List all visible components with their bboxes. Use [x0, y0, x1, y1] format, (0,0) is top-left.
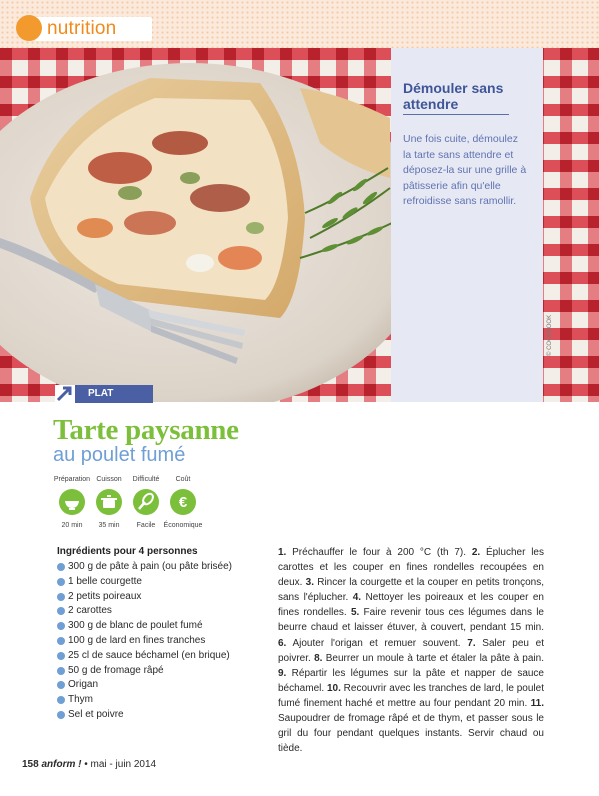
- info-label: Cuisson: [96, 476, 122, 483]
- ingredient-item: Sel et poivre: [57, 708, 257, 723]
- step-text: Saupoudrer de fromage râpé et de thym, et passer sous le gril du four pendant quelques instants. Servir chaud ou tiède.: [278, 713, 544, 755]
- step-number: 7.: [467, 637, 476, 649]
- step-text: Saler peu et poivrer.: [278, 637, 544, 664]
- step-number: 9.: [278, 667, 287, 679]
- issue-date: • mai - juin 2014: [84, 759, 157, 770]
- info-value: 35 min: [98, 522, 120, 529]
- arrow-icon: [55, 385, 75, 403]
- step-number: 3.: [305, 577, 315, 589]
- step-number: 10.: [326, 682, 341, 694]
- recipe-steps: [278, 545, 544, 756]
- step-text: Beurrer un moule à tarte et étaler la pâte à pain.: [325, 652, 544, 664]
- page-number: 158: [22, 759, 39, 770]
- step-number: 4.: [352, 592, 362, 604]
- step-text: Ajouter l'origan et remuer souvent.: [292, 637, 461, 649]
- ingredient-item: 300 g de pâte à pain (ou pâte brisée): [57, 560, 257, 575]
- info-value: Facile: [136, 522, 156, 529]
- photo-credit: © COOKBOOK: [547, 314, 553, 356]
- step-number: 2.: [471, 547, 481, 558]
- step-text: Préchauffer le four à 200 °C (th 7).: [292, 547, 467, 558]
- ingredient-item: 2 petits poireaux: [57, 590, 257, 605]
- section-header: [0, 0, 599, 48]
- step-number: 1.: [278, 547, 287, 558]
- tip-divider: [403, 114, 509, 115]
- ingredient-item: 100 g de lard en fines tranches: [57, 634, 257, 649]
- step-text: Faire revenir tous ces légumes dans le beurre chaud et laisser étuver, à couvert, pendant 15 min.: [278, 607, 544, 634]
- section-bullet-icon: [16, 15, 42, 41]
- euro-icon: [170, 489, 196, 515]
- ingredient-item: 2 carottes: [57, 604, 257, 619]
- info-label: Coût: [175, 476, 191, 483]
- section-label: nutrition: [35, 17, 152, 41]
- ingredients-list: [57, 560, 257, 723]
- step-text: Recouvrir avec les tranches de lard, le poulet fumé finement haché et mettre au four pendant 20 min.: [278, 682, 544, 709]
- svg-text:€: €: [178, 494, 188, 511]
- step-number: 11.: [530, 697, 544, 709]
- category-label: PLAT: [88, 388, 114, 399]
- step-text: Rincer la courgette et la couper en petits tronçons, sans l'éplucher.: [278, 577, 545, 604]
- step-text: Éplucher les carottes et les couper en fines rondelles recoupées en deux.: [278, 547, 544, 589]
- step-text: Nettoyer les poireaux et les couper en fines rondelles.: [278, 592, 544, 619]
- ingredient-item: Thym: [57, 693, 257, 708]
- recipe-subtitle: au poulet fumé: [53, 444, 186, 466]
- ingredient-item: 1 belle courgette: [57, 575, 257, 590]
- ingredient-item: 300 g de blanc de poulet fumé: [57, 619, 257, 634]
- info-label: Préparation: [53, 476, 91, 483]
- step-text: Répartir les légumes sur la pâte et napper de sauce béchamel.: [278, 667, 544, 694]
- step-number: 6.: [278, 637, 287, 649]
- tip-panel: [391, 48, 543, 402]
- info-value: Économique: [163, 522, 203, 529]
- tip-text: Une fois cuite, démoulez la tarte sans attendre et déposez-la sur une grille à pâtisserie afin qu'elle refroidisse sans ramollir.: [403, 133, 527, 207]
- page-footer: [22, 759, 156, 770]
- ingredients-title: Ingrédients pour 4 personnes: [57, 546, 198, 557]
- tip-title: Démouler sans attendre: [403, 80, 504, 112]
- magazine-name: anform !: [41, 759, 82, 770]
- ingredient-item: 50 g de fromage râpé: [57, 664, 257, 679]
- info-cout: [153, 475, 213, 515]
- step-number: 5.: [350, 607, 360, 619]
- ingredient-item: Origan: [57, 678, 257, 693]
- info-value: 20 min: [61, 522, 83, 529]
- step-number: 8.: [314, 652, 323, 664]
- info-label: Difficulté: [132, 476, 160, 483]
- ingredient-item: 25 cl de sauce béchamel (en brique): [57, 649, 257, 664]
- recipe-title: Tarte paysanne: [53, 414, 239, 446]
